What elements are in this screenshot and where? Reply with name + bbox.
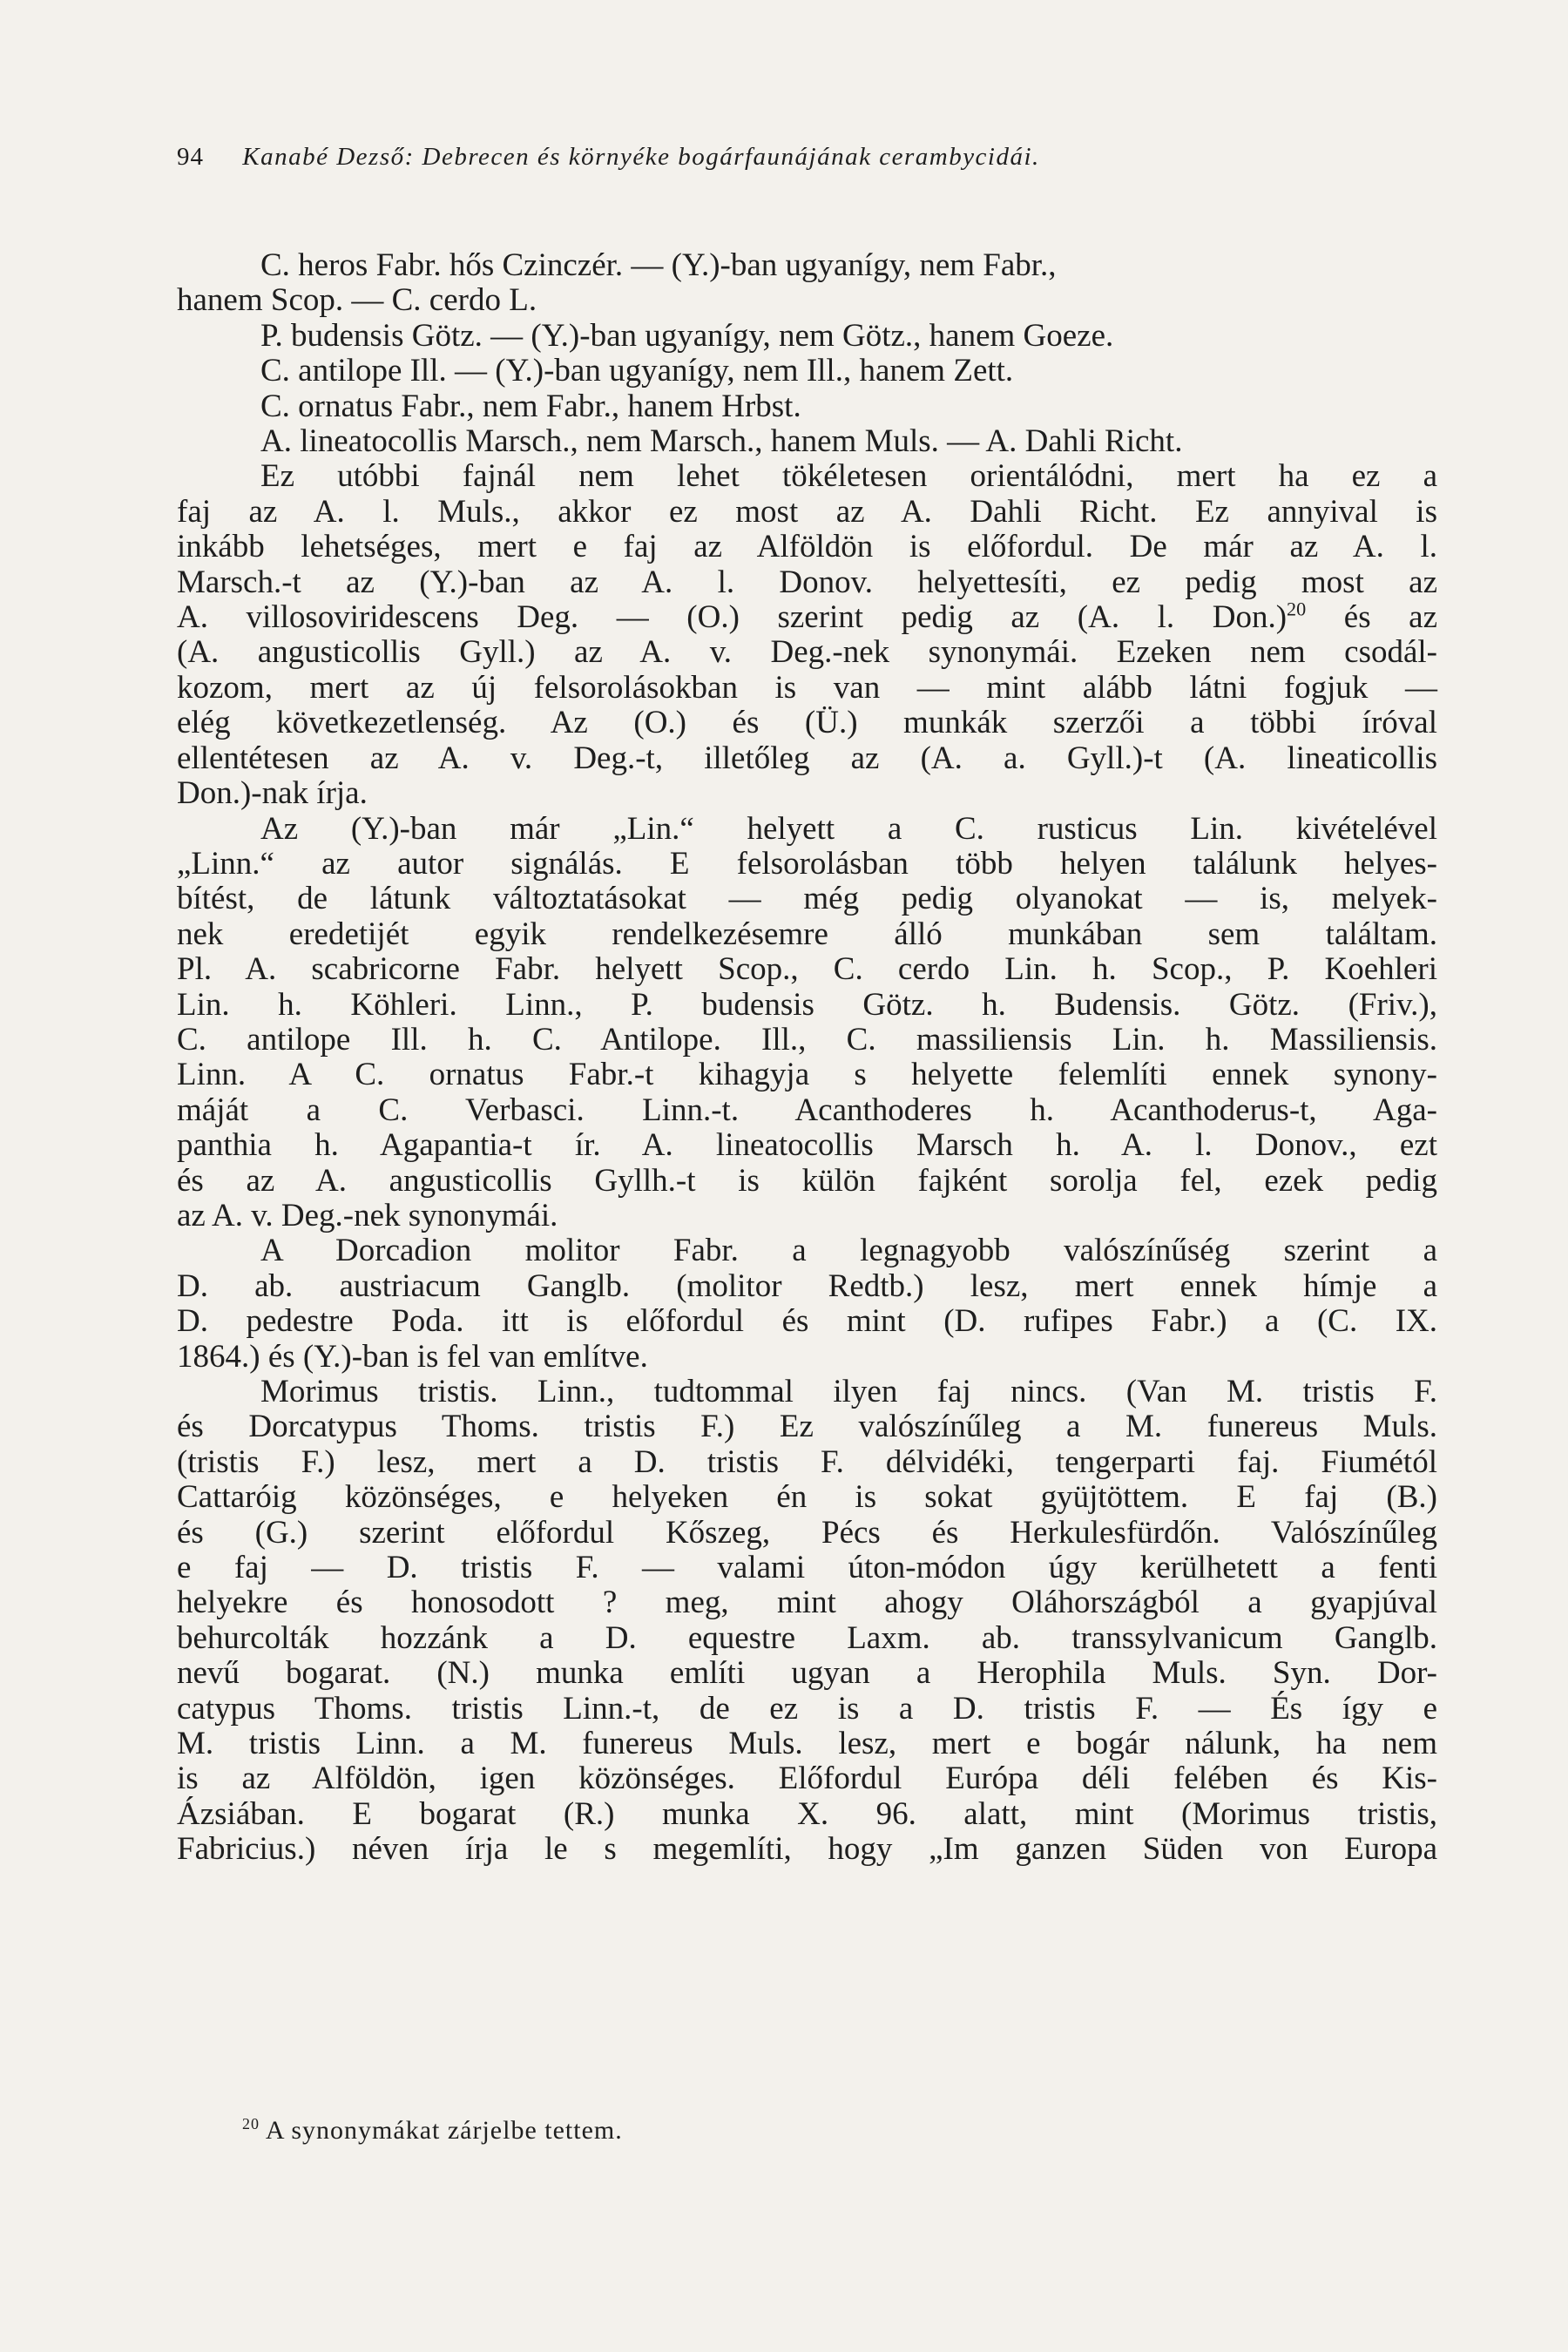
text-line: Marsch.-t az (Y.)-ban az A. l. Donov. helyettesíti, ez pedig most az [177, 564, 1437, 600]
text-line: C. antilope Ill. — (Y.)-ban ugyanígy, nem Ill., hanem Zett. [260, 353, 1014, 389]
text-line: Pl. A. scabricorne Fabr. helyett Scop., C. cerdo Lin. h. Scop., P. Koehleri [177, 951, 1437, 988]
text-line: panthia h. Agapantia-t ír. A. lineatocollis Marsch h. A. l. Donov., ezt [177, 1127, 1437, 1164]
text-line: Linn. A C. ornatus Fabr.-t kihagyja s helyette felemlíti ennek synony- [177, 1057, 1437, 1093]
page-number: 94 [177, 143, 204, 171]
text-line: és az A. angusticollis Gyllh.-t is külön fajként sorolja fel, ezek pedig [177, 1162, 1437, 1199]
body-text [177, 248, 1437, 1868]
text-line: (A. angusticollis Gyll.) az A. v. Deg.-nek synonymái. Ezeken nem csodál- [177, 634, 1437, 671]
text-line: faj az A. l. Muls., akkor ez most az A. Dahli Richt. Ez annyival is [177, 493, 1437, 530]
text-segment: A. villosoviridescens Deg. — (O.) szerint pedig az (A. l. Don.) [177, 599, 1288, 636]
text-line-with-footnote [177, 600, 1437, 635]
text-line: máját a C. Verbasci. Linn.-t. Acanthoderes h. Acanthoderus-t, Aga- [177, 1092, 1437, 1128]
footnote-number: 20 [242, 2115, 260, 2132]
text-line: Don.)-nak írja. [177, 775, 368, 812]
footnote-text: A synonymákat zárjelbe tettem. [265, 2116, 623, 2145]
text-line: (tristis F.) lesz, mert a D. tristis F. délvidéki, tengerparti faj. Fiumétól [177, 1443, 1437, 1480]
text-line: e faj — D. tristis F. — valami úton-módon úgy kerülhetett a fenti [177, 1550, 1437, 1586]
text-line: „Linn.“ az autor signálás. E felsorolásban több helyen találunk helyes- [177, 845, 1437, 882]
text-line: A Dorcadion molitor Fabr. a legnagyobb valószínűség szerint a [260, 1233, 1437, 1269]
text-line: és Dorcatypus Thoms. tristis F.) Ez valószínűleg a M. funereus Muls. [177, 1409, 1437, 1445]
text-line: D. ab. austriacum Ganglb. (molitor Redtb.) lesz, mert ennek hímje a [177, 1267, 1437, 1304]
text-line: is az Alföldön, igen közönséges. Előfordul Európa déli felében és Kis- [177, 1761, 1437, 1797]
text-line: Lin. h. Köhleri. Linn., P. budensis Götz. h. Budensis. Götz. (Friv.), [177, 986, 1437, 1023]
text-line: az A. v. Deg.-nek synonymái. [177, 1197, 558, 1233]
text-line: behurcolták hozzánk a D. equestre Laxm. ab. transsylvanicum Ganglb. [177, 1619, 1437, 1656]
running-title: Kanabé Dezső: Debrecen és környéke bogárfaunájának cerambycidái. [242, 143, 1040, 171]
text-line: helyekre és honosodott ? meg, mint ahogy Oláhországból a gyapjúval [177, 1585, 1437, 1621]
text-line: P. budensis Götz. — (Y.)-ban ugyanígy, nem Götz., hanem Goeze. [260, 317, 1114, 354]
text-line: Az (Y.)-ban már „Lin.“ helyett a C. rusticus Lin. kivételével [260, 810, 1437, 847]
text-line: ellentétesen az A. v. Deg.-t, illetőleg az (A. a. Gyll.)-t (A. lineaticollis [177, 740, 1437, 776]
text-line: kozom, mert az új felsorolásokban is van — mint alább látni fogjuk — [177, 669, 1437, 706]
text-line: inkább lehetséges, mert e faj az Alföldön is előfordul. De már az A. l. [177, 529, 1437, 565]
text-line: Ez utóbbi fajnál nem lehet tökéletesen orientálódni, mert ha ez a [260, 458, 1437, 495]
text-line: Ázsiában. E bogarat (R.) munka X. 96. alatt, mint (Morimus tristis, [177, 1795, 1437, 1832]
footnote [242, 2113, 1375, 2148]
text-line: C. ornatus Fabr., nem Fabr., hanem Hrbst. [260, 388, 801, 424]
text-line: catypus Thoms. tristis Linn.-t, de ez is a D. tristis F. — És így e [177, 1690, 1437, 1727]
running-head [177, 139, 1440, 174]
text-line: C. antilope Ill. h. C. Antilope. Ill., C. massiliensis Lin. h. Massiliensis. [177, 1021, 1437, 1058]
text-segment: és az [1306, 599, 1437, 636]
text-line: Fabricius.) néven írja le s megemlíti, hogy „Im ganzen Süden von Europa [177, 1831, 1437, 1868]
text-line: elég következetlenség. Az (O.) és (Ü.) munkák szerzői a többi íróval [177, 705, 1437, 741]
text-line: bítést, de látunk változtatásokat — még pedig olyanokat — is, melyek- [177, 881, 1437, 917]
text-line: 1864.) és (Y.)-ban is fel van említve. [177, 1338, 648, 1375]
footnote-reference: 20 [1287, 598, 1307, 620]
text-line: hanem Scop. — C. cerdo L. [177, 282, 537, 319]
text-line: M. tristis Linn. a M. funereus Muls. lesz, mert e bogár nálunk, ha nem [177, 1726, 1437, 1762]
text-line: D. pedestre Poda. itt is előfordul és mint (D. rufipes Fabr.) a (C. IX. [177, 1303, 1437, 1340]
text-line: és (G.) szerint előfordul Kőszeg, Pécs és Herkulesfürdőn. Valószínűleg [177, 1514, 1437, 1551]
text-line: nek eredetijét egyik rendelkezésemre álló munkában sem találtam. [177, 916, 1437, 952]
text-line: C. heros Fabr. hős Czinczér. — (Y.)-ban ugyanígy, nem Fabr., [260, 247, 1057, 283]
text-line: Morimus tristis. Linn., tudtommal ilyen faj nincs. (Van M. tristis F. [260, 1374, 1437, 1409]
text-line: A. lineatocollis Marsch., nem Marsch., hanem Muls. — A. Dahli Richt. [260, 423, 1183, 460]
text-line: nevű bogarat. (N.) munka említi ugyan a Herophila Muls. Syn. Dor- [177, 1655, 1437, 1692]
text-line: Cattaróig közönséges, e helyeken én is sokat gyüjtöttem. E faj (B.) [177, 1479, 1437, 1516]
